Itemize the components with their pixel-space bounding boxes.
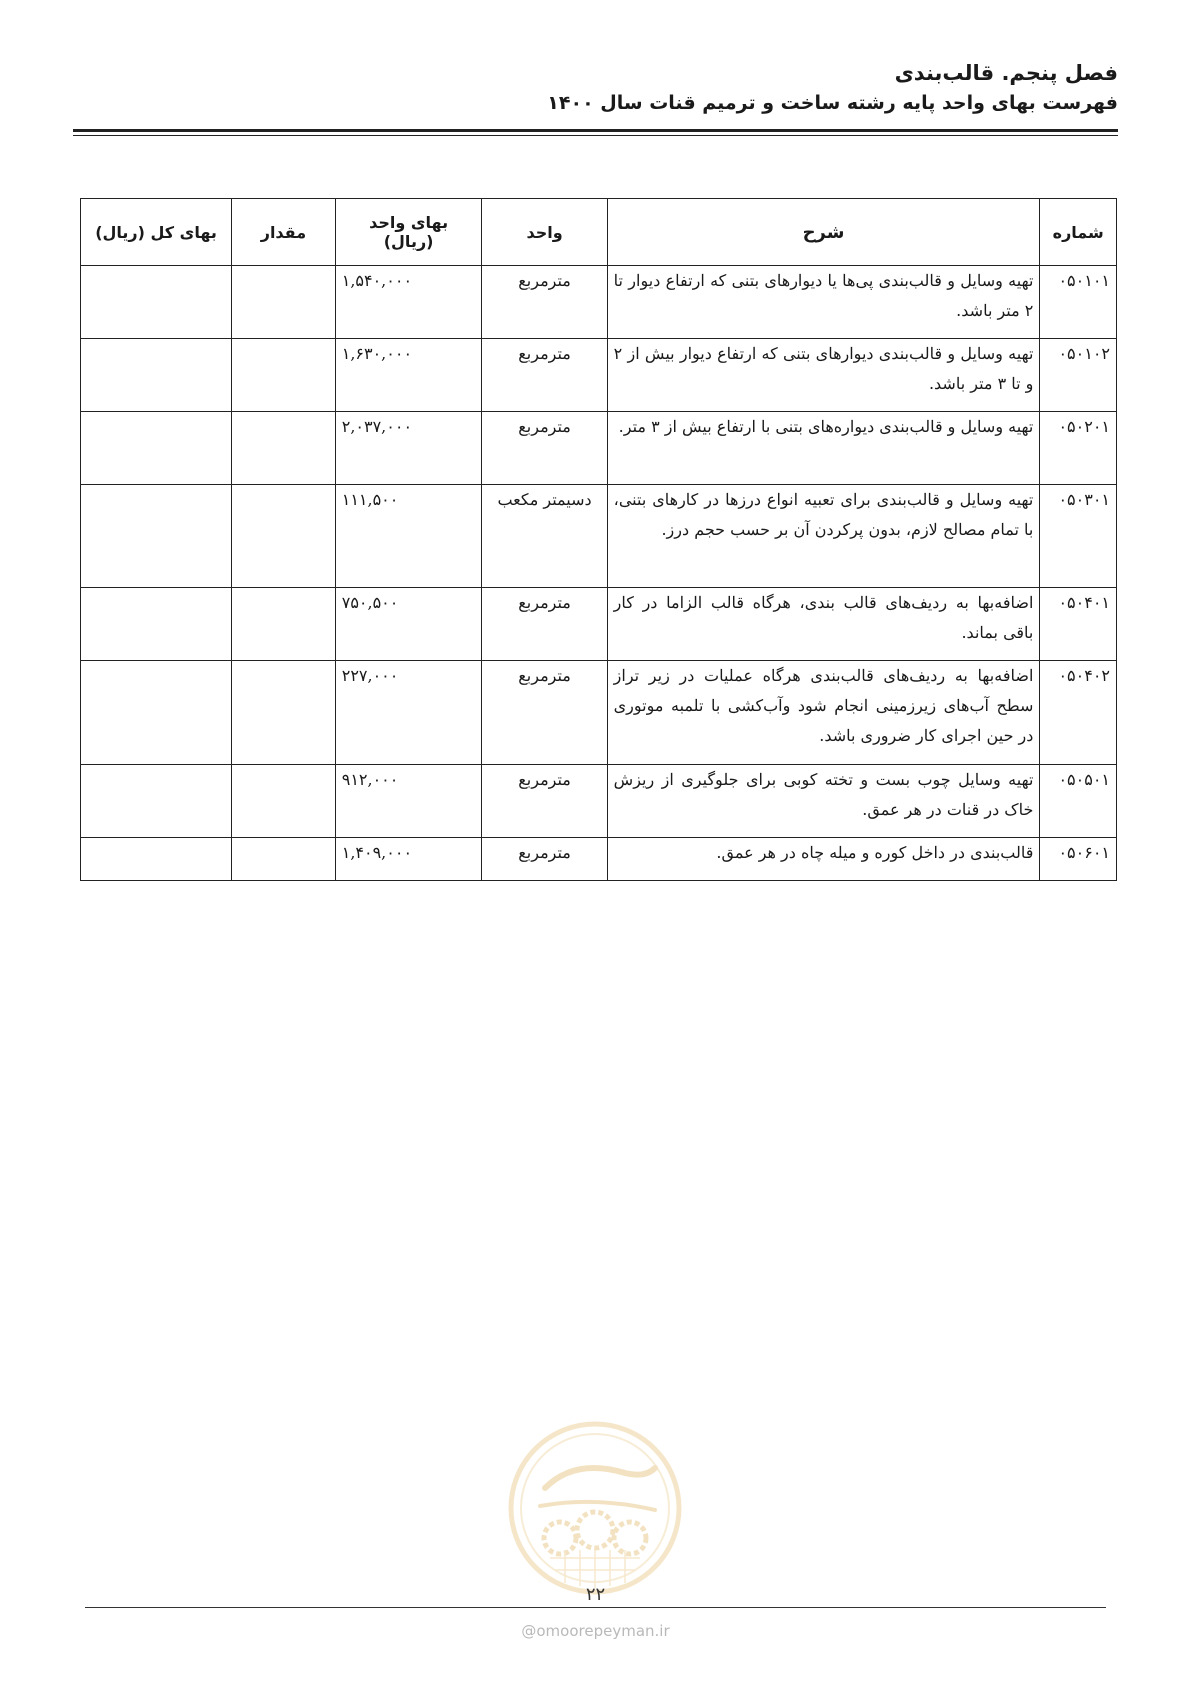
table-row xyxy=(81,765,1117,838)
row-quantity xyxy=(232,661,336,765)
row-unit-price: ۲۲۷,۰۰۰ xyxy=(335,661,482,765)
row-description: اضافه‌بها به ردیف‌های قالب‌بندی هرگاه عملیات در زیر تراز سطح آب‌های زیرزمینی انجام شود وآب‌کشی با تلمبه موتوری در حین اجرای کار ضروری باشد. xyxy=(607,661,1040,765)
table-row xyxy=(81,339,1117,412)
publisher-seal-watermark xyxy=(505,1418,685,1598)
row-total-price xyxy=(81,838,232,881)
table-row xyxy=(81,838,1117,881)
row-quantity xyxy=(232,266,336,339)
row-quantity xyxy=(232,588,336,661)
row-code: ۰۵۰۴۰۲ xyxy=(1040,661,1117,765)
row-total-price xyxy=(81,588,232,661)
row-description: تهیه وسایل و قالب‌بندی دیوارهای بتنی که ارتفاع دیوار بیش از ۲ و تا ۳ متر باشد. xyxy=(607,339,1040,412)
header-rule-thick xyxy=(73,129,1118,132)
row-unit-price: ۱,۶۳۰,۰۰۰ xyxy=(335,339,482,412)
column-header-quantity: مقدار xyxy=(232,199,336,266)
row-unit: مترمربع xyxy=(482,339,607,412)
row-unit-price: ۹۱۲,۰۰۰ xyxy=(335,765,482,838)
column-header-unit-price: بهای واحد (ریال) xyxy=(335,199,482,266)
row-description: تهیه وسایل و قالب‌بندی دیواره‌های بتنی با ارتفاع بیش از ۳ متر. xyxy=(607,412,1040,485)
table-row xyxy=(81,588,1117,661)
row-unit: مترمربع xyxy=(482,765,607,838)
row-code: ۰۵۰۱۰۲ xyxy=(1040,339,1117,412)
row-total-price xyxy=(81,412,232,485)
row-unit-price: ۱۱۱,۵۰۰ xyxy=(335,485,482,588)
table-row xyxy=(81,661,1117,765)
row-total-price xyxy=(81,266,232,339)
website-watermark: @omoorepeyman.ir xyxy=(521,1622,670,1640)
row-unit-price: ۱,۴۰۹,۰۰۰ xyxy=(335,838,482,881)
row-code: ۰۵۰۳۰۱ xyxy=(1040,485,1117,588)
row-unit-price: ۷۵۰,۵۰۰ xyxy=(335,588,482,661)
row-unit: مترمربع xyxy=(482,588,607,661)
row-description: تهیه وسایل و قالب‌بندی پی‌ها یا دیوارهای بتنی که ارتفاع دیوار تا ۲ متر باشد. xyxy=(607,266,1040,339)
row-code: ۰۵۰۲۰۱ xyxy=(1040,412,1117,485)
table-row xyxy=(81,485,1117,588)
row-unit-price: ۲,۰۳۷,۰۰۰ xyxy=(335,412,482,485)
table-row xyxy=(81,266,1117,339)
column-header-unit: واحد xyxy=(482,199,607,266)
row-code: ۰۵۰۱۰۱ xyxy=(1040,266,1117,339)
row-total-price xyxy=(81,765,232,838)
row-quantity xyxy=(232,765,336,838)
row-description: تهیه وسایل و قالب‌بندی برای تعبیه انواع درزها در کارهای بتنی، با تمام مصالح لازم، بدون پرکردن آن بر حسب حجم درز. xyxy=(607,485,1040,588)
footer-rule xyxy=(85,1607,1106,1608)
row-quantity xyxy=(232,838,336,881)
price-table xyxy=(80,198,1117,881)
document-subtitle: فهرست بهای واحد پایه رشته ساخت و ترمیم قنات سال ۱۴۰۰ xyxy=(547,92,1118,114)
row-unit: دسیمتر مکعب xyxy=(482,485,607,588)
row-unit: مترمربع xyxy=(482,412,607,485)
table-row xyxy=(81,412,1117,485)
row-total-price xyxy=(81,485,232,588)
table-header-row xyxy=(81,199,1117,266)
row-description: اضافه‌بها به ردیف‌های قالب بندی، هرگاه قالب الزاما در کار باقی بماند. xyxy=(607,588,1040,661)
row-unit: مترمربع xyxy=(482,266,607,339)
column-header-code: شماره xyxy=(1040,199,1117,266)
header-rule-thin xyxy=(73,135,1118,136)
row-unit-price: ۱,۵۴۰,۰۰۰ xyxy=(335,266,482,339)
page-header xyxy=(73,58,1118,118)
chapter-title: فصل پنجم. قالب‌بندی xyxy=(894,61,1118,85)
page-number: ۲۲ xyxy=(585,1584,606,1605)
row-total-price xyxy=(81,661,232,765)
row-unit: مترمربع xyxy=(482,661,607,765)
row-description: قالب‌بندی در داخل کوره و میله چاه در هر عمق. xyxy=(607,838,1040,881)
row-quantity xyxy=(232,485,336,588)
column-header-description: شرح xyxy=(607,199,1040,266)
row-description: تهیه وسایل چوب بست و تخته کوبی برای جلوگیری از ریزش خاک در قنات در هر عمق. xyxy=(607,765,1040,838)
row-total-price xyxy=(81,339,232,412)
row-code: ۰۵۰۶۰۱ xyxy=(1040,838,1117,881)
row-quantity xyxy=(232,339,336,412)
row-quantity xyxy=(232,412,336,485)
column-header-total-price: بهای کل (ریال) xyxy=(81,199,232,266)
row-unit: مترمربع xyxy=(482,838,607,881)
row-code: ۰۵۰۵۰۱ xyxy=(1040,765,1117,838)
row-code: ۰۵۰۴۰۱ xyxy=(1040,588,1117,661)
